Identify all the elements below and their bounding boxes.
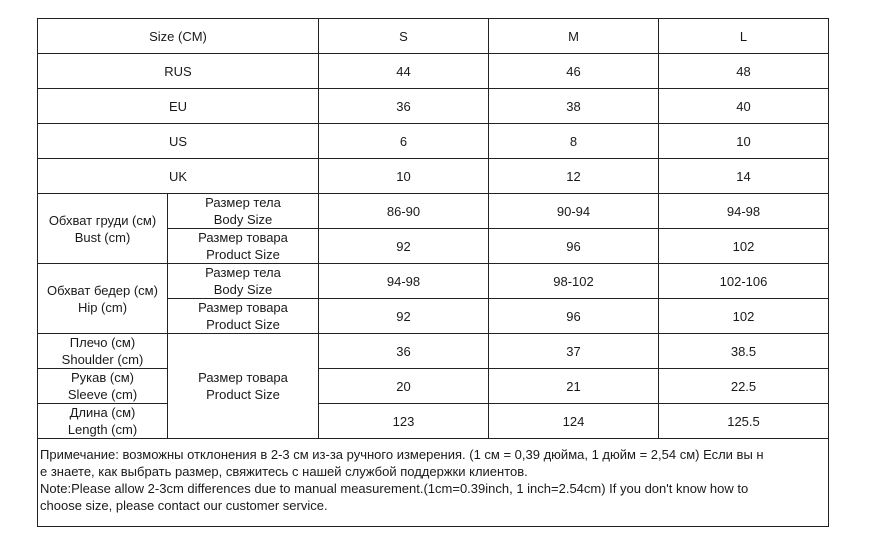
table-cell: 96 — [489, 229, 659, 264]
hip-label-en: Hip (cm) — [77, 299, 128, 315]
product-size-label — [168, 299, 319, 334]
measurement-note — [38, 439, 829, 527]
table-cell: 102 — [659, 299, 829, 334]
table-cell: 14 — [659, 159, 829, 194]
product-size-label-en: Product Size — [206, 247, 280, 262]
table-cell: 36 — [319, 89, 489, 124]
table-cell: 98-102 — [489, 264, 659, 299]
sleeve-row — [38, 369, 829, 404]
product-size-label-en: Product Size — [206, 317, 280, 332]
table-cell: 22.5 — [659, 369, 829, 404]
table-cell: 92 — [319, 299, 489, 334]
product-size-group-label-en: Product Size — [206, 387, 280, 402]
product-size-group-label — [168, 334, 319, 439]
table-cell: 86-90 — [319, 194, 489, 229]
bust-body-row — [38, 194, 829, 229]
table-cell: 48 — [659, 54, 829, 89]
body-size-label-en: Body Size — [213, 212, 273, 227]
body-size-label-ru: Размер тела — [205, 195, 281, 210]
standard-row-us — [38, 124, 829, 159]
shoulder-label — [38, 334, 168, 369]
hip-body-row — [38, 264, 829, 299]
table-cell: 44 — [319, 54, 489, 89]
table-cell: 20 — [319, 369, 489, 404]
note-row — [38, 439, 829, 527]
note-line: Note:Please allow 2-3cm differences due to manual measurement.(1cm=0.39inch, 1 inch=2.54cm) If you don't know how to — [40, 481, 749, 496]
table-cell: 102 — [659, 229, 829, 264]
bust-label-en: Bust (cm) — [74, 229, 131, 245]
size-column-m: M — [489, 19, 659, 54]
shoulder-row — [38, 334, 829, 369]
standard-label: RUS — [38, 54, 319, 89]
table-cell: 94-98 — [659, 194, 829, 229]
body-size-label-en: Body Size — [213, 282, 273, 297]
standard-label: EU — [38, 89, 319, 124]
table-cell: 123 — [319, 404, 489, 439]
body-size-label — [168, 194, 319, 229]
size-column-s: S — [319, 19, 489, 54]
size-header-label: Size (CM) — [38, 19, 319, 54]
shoulder-label-ru: Плечо (см) — [69, 335, 136, 350]
product-size-label-ru: Размер товара — [198, 300, 288, 315]
table-cell: 94-98 — [319, 264, 489, 299]
length-label-en: Length (cm) — [67, 422, 138, 437]
standard-row-uk — [38, 159, 829, 194]
note-line: Примечание: возможны отклонения в 2-3 см из-за ручного измерения. (1 см = 0,39 дюйма, 1 дюйм = 2,54 см) Если вы н — [40, 447, 764, 462]
table-cell: 102-106 — [659, 264, 829, 299]
product-size-group-label-ru: Размер товара — [198, 370, 288, 385]
standard-label: US — [38, 124, 319, 159]
body-size-label — [168, 264, 319, 299]
bust-label — [38, 194, 168, 264]
table-cell: 38.5 — [659, 334, 829, 369]
table-cell: 40 — [659, 89, 829, 124]
sleeve-label — [38, 369, 168, 404]
size-chart-table — [37, 18, 829, 527]
standard-label: UK — [38, 159, 319, 194]
note-line: е знаете, как выбрать размер, свяжитесь с нашей службой поддержки клиентов. — [40, 464, 528, 479]
standard-row-rus — [38, 54, 829, 89]
shoulder-label-en: Shoulder (cm) — [61, 352, 144, 367]
table-cell: 38 — [489, 89, 659, 124]
length-label-ru: Длина (см) — [69, 405, 136, 420]
header-row — [38, 19, 829, 54]
table-cell: 90-94 — [489, 194, 659, 229]
table-cell: 8 — [489, 124, 659, 159]
table-cell: 96 — [489, 299, 659, 334]
body-size-label-ru: Размер тела — [205, 265, 281, 280]
note-line: choose size, please contact our customer service. — [40, 498, 328, 513]
size-column-l: L — [659, 19, 829, 54]
table-cell: 124 — [489, 404, 659, 439]
table-cell: 12 — [489, 159, 659, 194]
length-label — [38, 404, 168, 439]
hip-label-ru: Обхват бедер (см) — [47, 282, 158, 298]
length-row — [38, 404, 829, 439]
table-cell: 37 — [489, 334, 659, 369]
product-size-label — [168, 229, 319, 264]
table-cell: 6 — [319, 124, 489, 159]
table-cell: 125.5 — [659, 404, 829, 439]
table-cell: 10 — [319, 159, 489, 194]
bust-label-ru: Обхват груди (см) — [48, 212, 157, 228]
sleeve-label-ru: Рукав (см) — [71, 370, 134, 385]
table-cell: 46 — [489, 54, 659, 89]
table-cell: 92 — [319, 229, 489, 264]
product-size-label-ru: Размер товара — [198, 230, 288, 245]
table-cell: 10 — [659, 124, 829, 159]
table-cell: 36 — [319, 334, 489, 369]
hip-label — [38, 264, 168, 334]
sleeve-label-en: Sleeve (cm) — [67, 387, 138, 402]
standard-row-eu — [38, 89, 829, 124]
table-cell: 21 — [489, 369, 659, 404]
